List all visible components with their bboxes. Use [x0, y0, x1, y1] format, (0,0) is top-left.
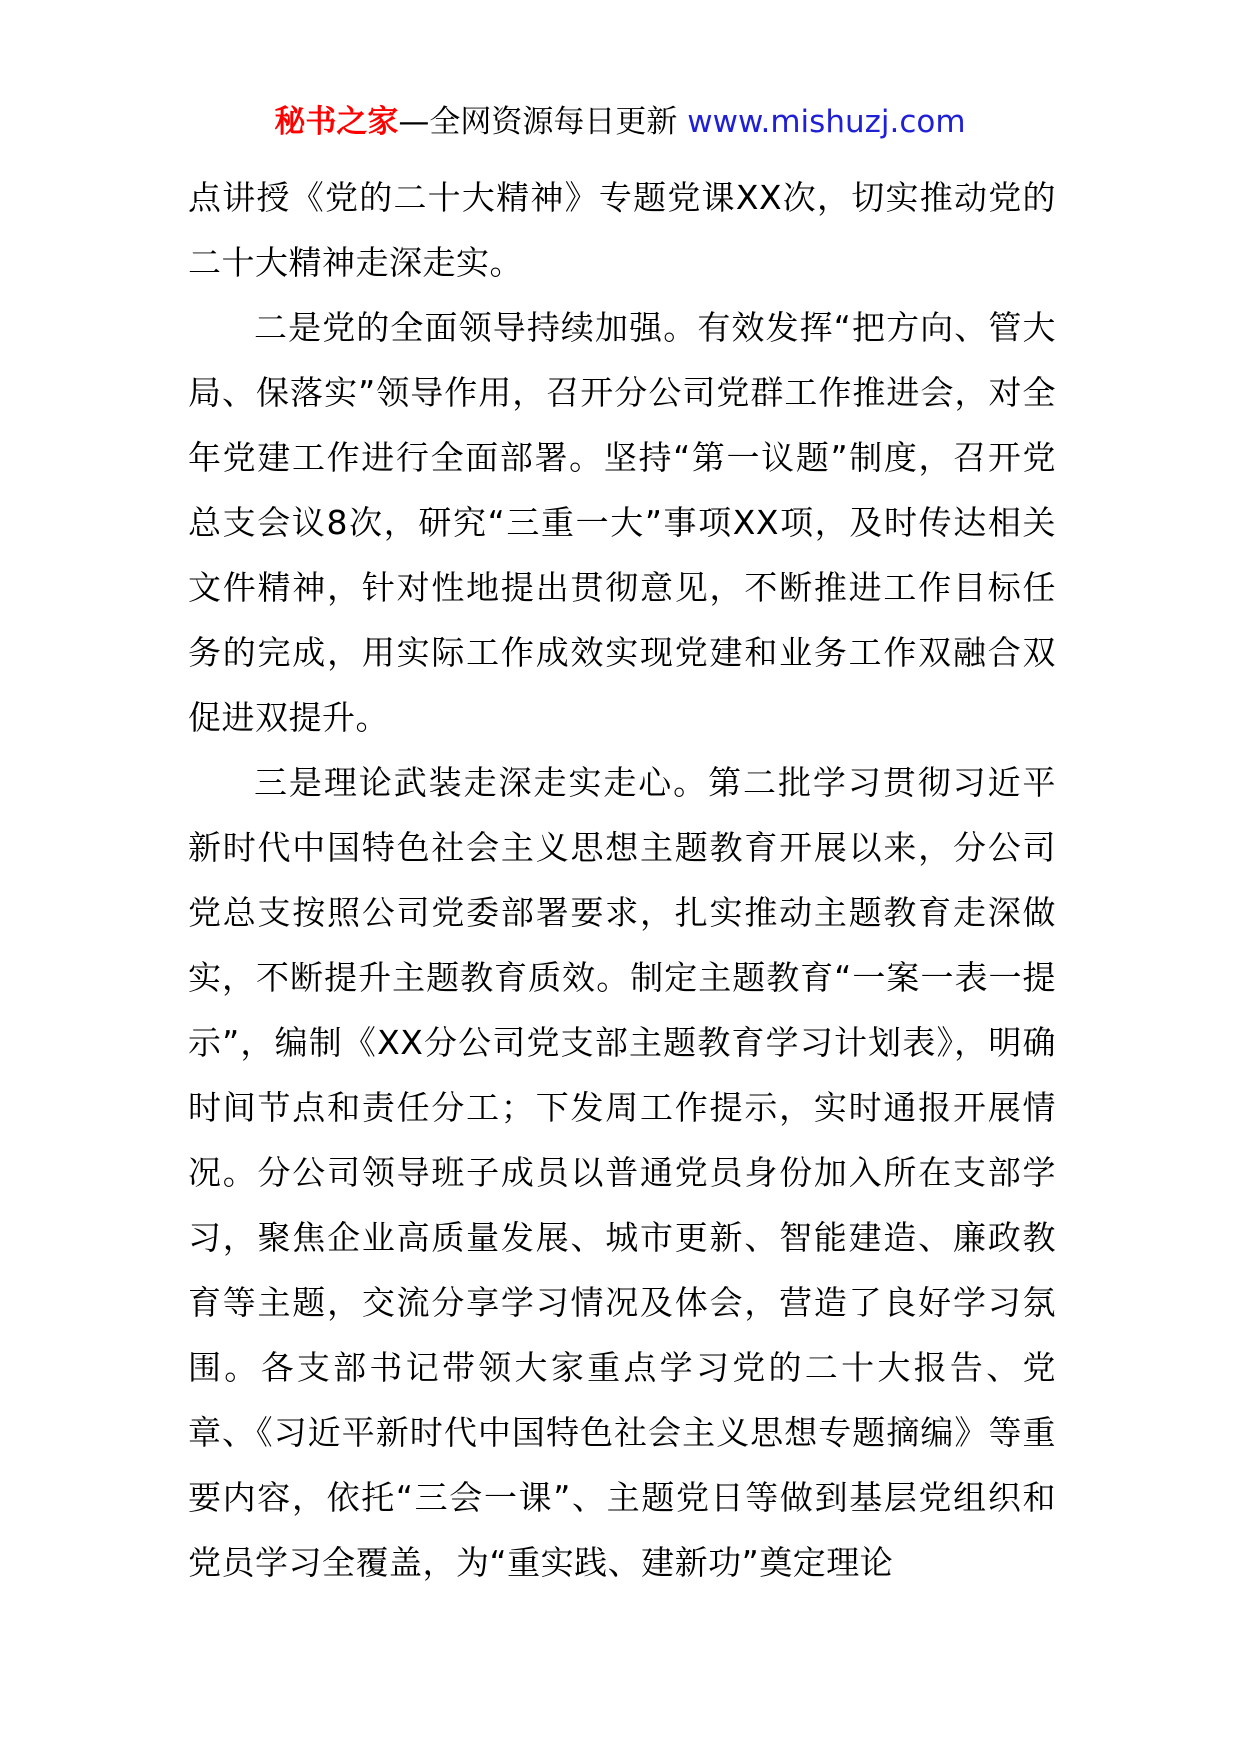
header-brand: 秘书之家	[274, 104, 399, 140]
paragraph-party-leadership: 二是党的全面领导持续加强。有效发挥“把方向、管大局、保落实”领导作用，召开分公司党群工作推进会，对全年党建工作进行全面部署。坚持“第一议题”制度，召开党总支会议8次，研究“三重一大”事项XX项，及时传达相关文件精神，针对性地提出贯彻意见，不断推进工作目标任务的完成，用实际工作成效实现党建和业务工作双融合双促进双提升。	[188, 308, 1056, 737]
paragraph-theory-study: 三是理论武装走深走实走心。第二批学习贯彻习近平新时代中国特色社会主义思想主题教育开展以来，分公司党总支按照公司党委部署要求，扎实推动主题教育走深做实，不断提升主题教育质效。制定主题教育“一案一表一提示”，编制《XX分公司党支部主题教育学习计划表》，明确时间节点和责任分工；下发周工作提示，实时通报开展情况。分公司领导班子成员以普通党员身份加入所在支部学习，聚焦企业高质量发展、城市更新、智能建造、廉政教育等主题，交流分享学习情况及体会，营造了良好学习氛围。各支部书记带领大家重点学习党的二十大报告、党章、《习近平新时代中国特色社会主义思想专题摘编》等重要内容，依托“三会一课”、主题党日等做到基层党组织和党员学习全覆盖，为“重实践、建新功”奠定理论	[188, 763, 1056, 1582]
paragraph-continuation: 点讲授《党的二十大精神》专题党课XX次，切实推动党的二十大精神走深走实。	[188, 178, 1056, 282]
page-header	[0, 100, 1240, 144]
header-tagline: —全网资源每日更新	[398, 104, 688, 140]
header-url-link[interactable]: www.mishuzj.com	[687, 104, 966, 140]
document-body	[188, 165, 1056, 1595]
